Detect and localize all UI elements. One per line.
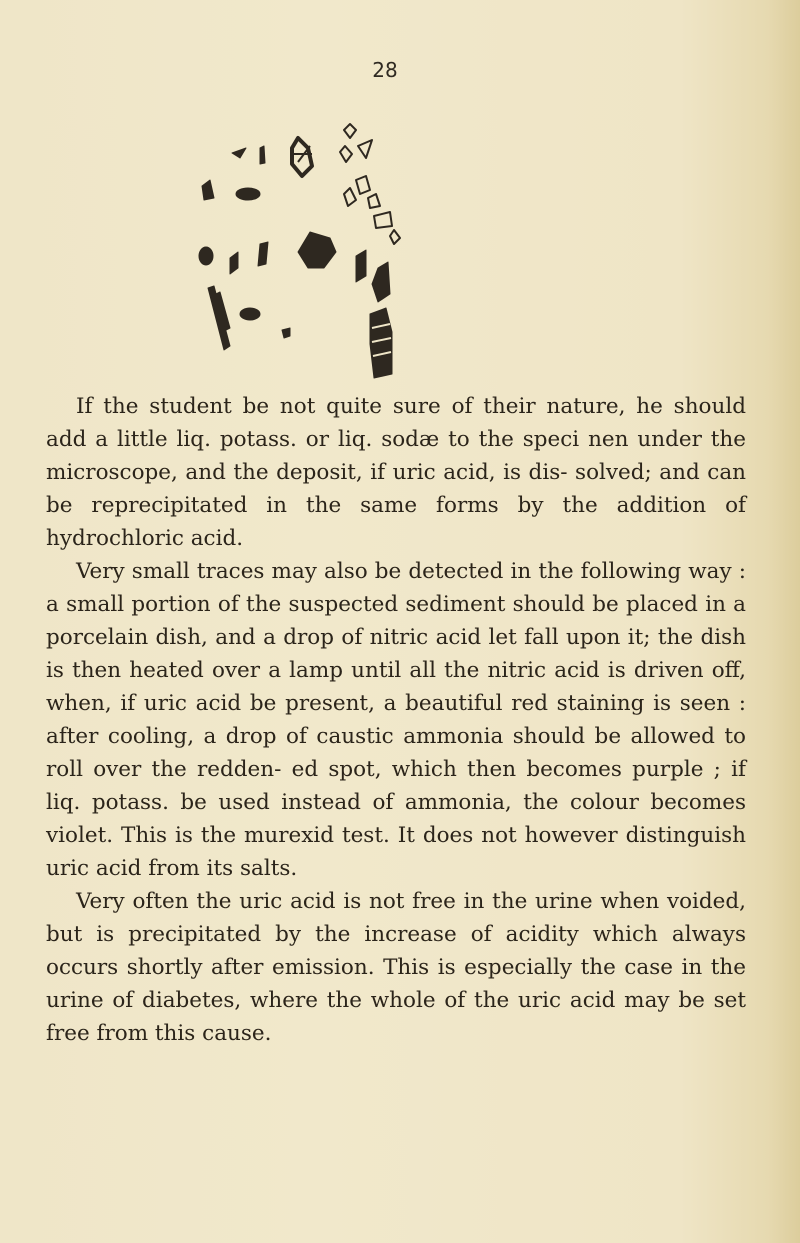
crystal-16 xyxy=(258,242,268,266)
crystal-1 xyxy=(232,148,246,158)
paragraph-2: Very small traces may also be detected in the following way : a small portion of the suspected sediment should be placed in a porcelain dish, and a drop of nitric acid let fall upon it; the dish is then heated over a lamp until all the nitric acid is driven off, when, if uric acid be present, a beautiful red staining is seen : after cooling, a drop of caustic ammonia should be allowed to roll over the redden- ed spot, which then becomes purple ; if liq. potass. be used instead of ammonia, the colour becomes violet. This is the murexid test. It does not however distinguish uric acid from its salts. xyxy=(46,559,746,881)
urinary-crystals-illustration xyxy=(180,118,420,380)
crystal-24 xyxy=(370,308,392,378)
crystal-9 xyxy=(356,176,370,194)
paragraph-1: If the student be not quite sure of their nature, he should add a little liq. potass. or liq. sodæ to the speci nen under the microscope, and the deposit, if uric acid, is dis- solved; and can be reprecipitated in the same forms by the addition of hydrochloric acid. xyxy=(46,394,746,551)
paragraph-3: Very often the uric acid is not free in the urine when voided, but is precipitated by the increase of acidity which always occurs shortly after emission. This is especially the case in the urine of diabetes, where the whole of the uric acid may be set free from this cause. xyxy=(46,889,746,1046)
crystal-17 xyxy=(298,232,336,268)
crystal-10 xyxy=(344,188,356,206)
crystal-11 xyxy=(368,194,380,208)
crystal-6 xyxy=(358,140,372,158)
crystal-18 xyxy=(356,250,366,282)
crystal-14 xyxy=(199,247,213,265)
crystal-23 xyxy=(282,328,290,338)
page-number: 28 xyxy=(372,58,398,82)
body-text xyxy=(46,390,746,1050)
crystal-8 xyxy=(236,188,260,200)
crystal-15 xyxy=(230,252,238,274)
crystal-12 xyxy=(374,212,392,228)
crystal-4 xyxy=(344,124,356,138)
crystal-7 xyxy=(202,180,214,200)
crystal-19 xyxy=(372,262,390,302)
crystal-2 xyxy=(260,146,265,164)
crystals-figure-svg xyxy=(180,118,420,380)
crystal-22 xyxy=(240,308,260,320)
crystal-13 xyxy=(390,230,400,244)
crystal-5 xyxy=(340,146,352,162)
